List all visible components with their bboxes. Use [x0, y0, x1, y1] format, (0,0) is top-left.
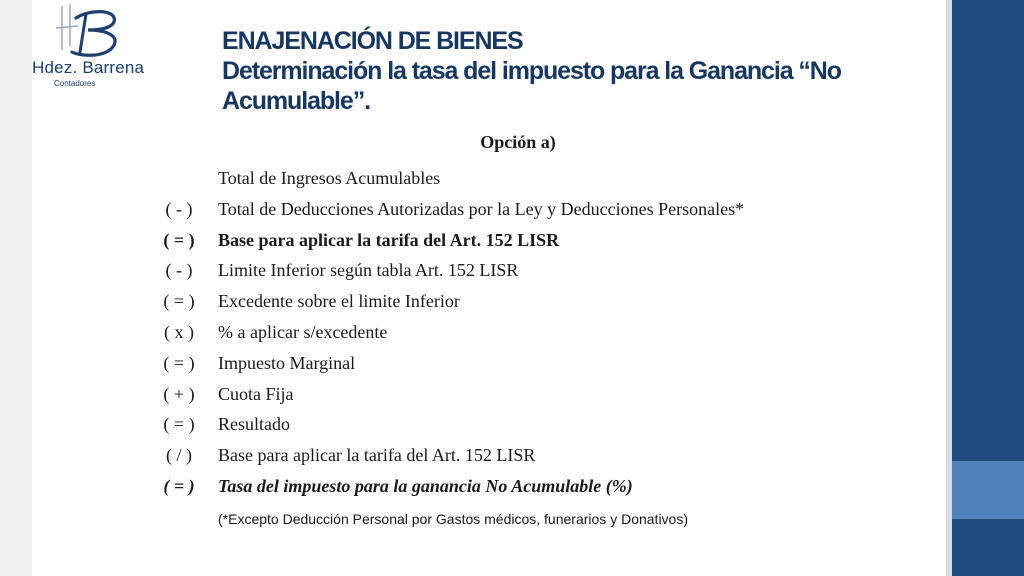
title-line-3: Acumulable”. [222, 87, 370, 115]
row-text: Impuesto Marginal [218, 352, 356, 373]
row-text: Total de Ingresos Acumulables [218, 168, 441, 188]
logo-name: Hdez. Barrena [32, 58, 145, 77]
list-item [0, 194, 946, 224]
slide-title [222, 26, 942, 116]
operator-label: ( = ) [163, 291, 195, 312]
list-item [0, 440, 946, 470]
title-line-1: ENAJENACIÓN DE BIENES [222, 27, 523, 55]
list-item [0, 317, 946, 347]
operator-label: ( = ) [163, 352, 195, 373]
list-item [0, 471, 946, 501]
row-text: Resultado [218, 414, 290, 435]
operator-label: ( = ) [163, 229, 195, 250]
row-text: Limite Inferior según tabla Art. 152 LISR [218, 260, 519, 281]
row-text: Tasa del impuesto para la ganancia No Acumulable (%) [218, 476, 633, 496]
list-item [0, 225, 946, 255]
operator-label: ( = ) [163, 476, 195, 496]
row-text: Excedente sobre el limite Inferior [218, 291, 460, 312]
footnote: (*Excepto Deducción Personal por Gastos médicos, funerarios y Donativos) [218, 511, 688, 527]
operator-label: ( + ) [163, 383, 195, 404]
logo-subtitle: Contadores [54, 79, 96, 88]
operator-label: ( / ) [166, 445, 192, 466]
row-text: Base para aplicar la tarifa del Art. 152 LISR [218, 445, 536, 466]
row-text: % a aplicar s/excedente [218, 322, 388, 342]
operator-label: ( - ) [165, 260, 193, 281]
right-accent-block [952, 461, 1024, 519]
list-item [0, 348, 946, 378]
row-text: Base para aplicar la tarifa del Art. 152 LISR [218, 229, 560, 250]
list-item [0, 163, 946, 193]
operator-label: ( = ) [163, 414, 195, 435]
logo-mark-icon [32, 0, 140, 62]
operator-label: ( - ) [165, 198, 193, 219]
list-item [0, 255, 946, 285]
title-line-2: Determinación la tasa del impuesto para la Ganancia “No [222, 57, 841, 85]
option-heading: Opción a) [480, 132, 556, 152]
row-text: Total de Deducciones Autorizadas por la Ley y Deducciones Personales* [218, 198, 745, 219]
list-item [0, 409, 946, 439]
operator-label: ( x ) [164, 322, 194, 342]
list-item [0, 286, 946, 316]
list-item [0, 379, 946, 409]
row-text: Cuota Fija [218, 383, 294, 404]
